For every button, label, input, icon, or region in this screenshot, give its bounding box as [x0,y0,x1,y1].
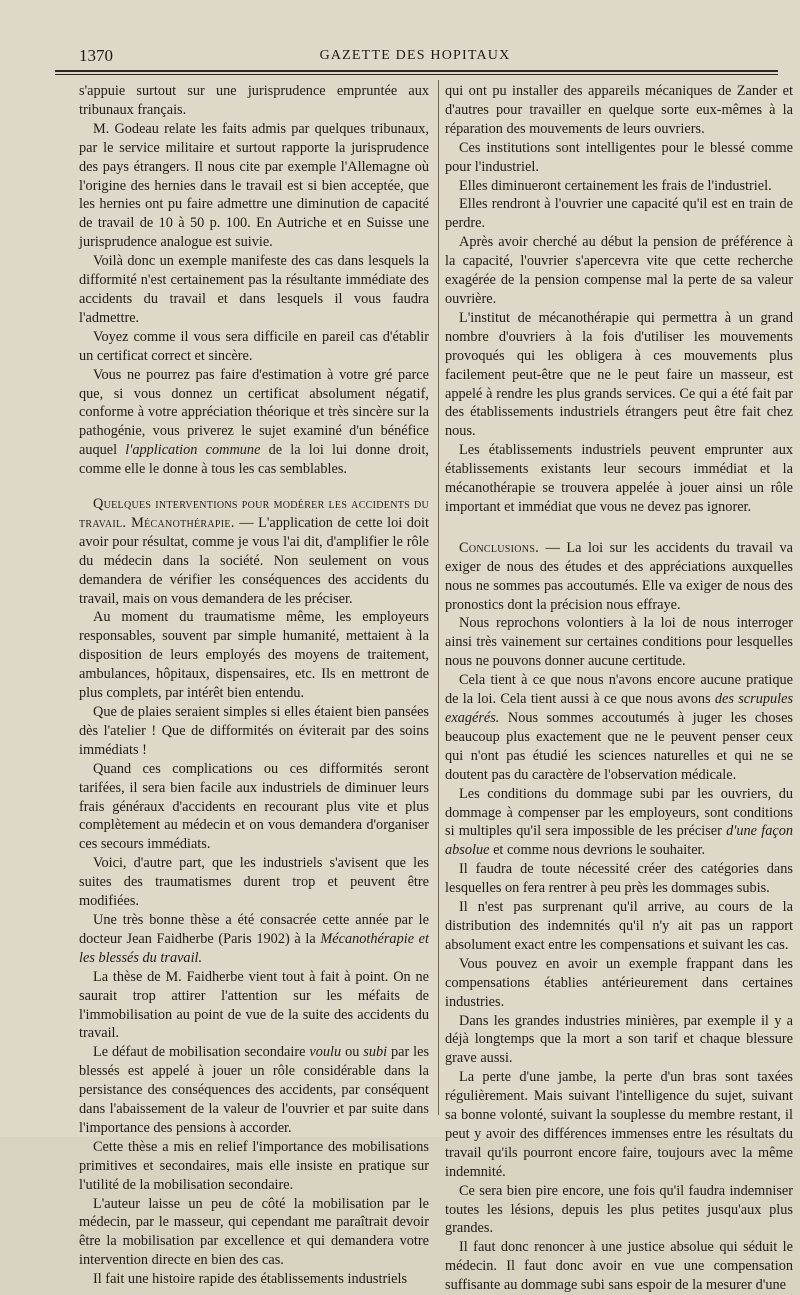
right-column [445,82,793,1295]
paragraph: Que de plaies seraient simples si elles étaient bien pansées dès l'atelier ! Que de difformités on éviterait par des soins immédiats ! [79,704,429,758]
paragraph: s'appuie surtout sur une jurisprudence empruntée aux tribunaux français. [79,83,429,118]
column-divider [438,80,439,1115]
paragraph: Ces institutions sont intelligentes pour le blessé comme pour l'industriel. [445,139,793,175]
paragraph: Les établissements industriels peuvent emprunter aux établissements existants leur secours immédiat et la mécanothérapie se trouvera appelée à jouer ainsi un rôle important et immédiat que vous ne devez pas ignorer. [445,442,793,515]
paragraph: Cette thèse a mis en relief l'importance des mobilisations primitives et secondaires, mais elle insiste en pratique sur l'utilité de la mobilisation secondaire. [79,1138,429,1193]
left-column [79,82,429,1289]
paragraph: La thèse de M. Faidherbe vient tout à fait à point. On ne saurait trop attirer l'attention sur les méfaits de l'immobilisation au point de vue de la suite des accidents du travail. [79,968,429,1042]
section-heading: Conclusions. [459,539,540,556]
header-rule-thin [55,74,778,75]
paragraph: Quand ces complications ou ces difformités seront tarifées, il sera bien facile aux industriels de diminuer leurs frais généraux d'accidents en recourant plus vite et plus complètement au médecin et on vous demandera d'organiser ces secours immédiats. [79,760,429,853]
italic-phrase: l'application commune [125,442,261,459]
paragraph: Le défaut de mobilisation secondaire voulu ou subi par les blessés est appelé à jouer un rôle considérable dans la persistance des conséquences des accidents, par conséquent dans l'abaissement de la valeur de l'ouvrier et par suite dans l'importance des pensions à accorder. [79,1044,430,1136]
paragraph: Après avoir cherché au début la pension de préférence à la capacité, l'ouvrier s'apercevra vite que cette recherche exagérée de la pension compense mal la perte de sa valeur ouvrière. [445,234,793,307]
paragraph: L'institut de mécanothérapie qui permettra à un grand nombre d'ouvriers à la fois d'utiliser les mouvements provoqués qui les obligera à ces mouvements plus facilement peut-être que ne le peut faire un masseur, est appelé à rendre les plus grands services. Ce qui a été fait par des établissements industriels étrangers peut être fait chez nous. [445,309,793,440]
journal-title: GAZETTE DES HOPITAUX [319,48,511,63]
paragraph: L'auteur laisse un peu de côté la mobilisation par le médecin, par le masseur, qui cependant me paraîtrait devoir être la mobilisation par excellence et qui demandera votre intervention directe en bien des cas. [79,1195,429,1269]
paragraph: Une très bonne thèse a été consacrée cette année par le docteur Jean Faidherbe (Paris 1902) à la Mécanothérapie et les blessés du travail. [79,911,429,966]
paragraph: Au moment du traumatisme même, les employeurs responsables, souvent par simple humanité, mettaient à la disposition de leurs employés des moyens de traitement, ambulances, hôpitaux, dispensaires, etc. Ils en mettront de plus complets, par intérêt bien entendu. [79,609,429,702]
paragraph: Les conditions du dommage subi par les ouvriers, du dommage à compenser par les employeurs, sont conditions si multiples qu'il sera impossible de les préciser d'une façon absolue et comme nous devrions le souhaiter. [445,785,793,859]
paragraph: Cela tient à ce que nous n'avons encore aucune pratique de la loi. Cela tient aussi à ce que nous avons des scrupules exagérés. Nous sommes accoutumés à juger les choses beaucoup plus exactement que ne le peuvent penser ceux qui n'ont pas étudié les sciences naturelles et qui ne se doutent pas du caractère de l'observation médicale. [445,672,794,783]
paragraph: Voyez comme il vous sera difficile en pareil cas d'établir un certificat correct et sincère. [79,328,429,364]
page-number: 1370 [79,46,113,65]
paragraph: Nous reprochons volontiers à la loi de nous interroger ainsi très vainement sur certaines conditions pour lesquelles nous ne pouvons donner aucune certitude. [445,615,793,670]
section-heading: Quelques interventions pour modérer les accidents du travail. Mécanothérapie. [79,496,429,531]
paragraph: Il faudra de toute nécessité créer des catégories dans lesquelles on fera rentrer à peu près les dommages subis. [445,861,793,897]
paragraph: Il n'est pas surprenant qu'il arrive, au cours de la distribution des indemnités qu'il n'y ait pas un rapport absolument exact entre les compensations et suivant les cas. [445,899,793,953]
paragraph: Voici, d'autre part, que les industriels s'avisent que les suites des traumatismes durent trop et peuvent être modifiées. [79,855,429,910]
thesis-title: Mécanothérapie et les blessés du travail. [79,930,429,966]
paragraph: Vous ne pourrez pas faire d'estimation à votre gré parce que, si vous donnez un certificat absolument négatif, conforme à votre appréciation théorique et très sincère sur la pathogénie, vous priverez le sujet examiné d'un bénéfice auquel l'application commune de la loi lui donne droit, comme elle le donne à tous les cas semblables. [79,366,430,478]
paragraph: Elles rendront à l'ouvrier une capacité qu'il est en train de perdre. [445,196,793,232]
paragraph: La perte d'une jambe, la perte d'un bras sont taxées régulièrement. Mais suivant l'intelligence du sujet, suivant sa bonne volonté, suivant la souplesse du membre restant, il peut y avoir des différences immenses entre les résultats du travail qu'ils pourront encore faire, toujours avec la même indemnité. [445,1069,793,1180]
paragraph: Voilà donc un exemple manifeste des cas dans lesquels la difformité n'est certainement pas la résultante immédiate des accidents du travail et dans lesquels il vous faudra l'admettre. [79,253,429,326]
paragraph: Il faut donc renoncer à une justice absolue qui séduit le médecin. Il faut donc avoir en vue une compensation suffisante au dommage subi sans espoir de la mesurer d'une [445,1239,793,1294]
paragraph: Elles diminueront certainement les frais de l'industriel. [459,177,772,194]
paragraph: Vous pouvez en avoir un exemple frappant dans les compensations établies antérieurement dans certaines industries. [445,955,793,1010]
header-rule-thick [55,70,778,72]
page-header [55,44,775,70]
paragraph: Il fait une histoire rapide des établissements industriels [93,1271,408,1288]
paragraph: qui ont pu installer des appareils mécaniques de Zander et d'autres pour travailler en quelque sorte eux-mêmes à la réparation des mouvements de leurs ouvriers. [445,83,793,137]
paragraph: Dans les grandes industries minières, par exemple il y a déjà longtemps que la mort a son tarif et chaque blessure grave aussi. [445,1012,793,1067]
section-mecanotherapie: Quelques interventions pour modérer les accidents du travail. Mécanothérapie. — L'application de cette loi doit avoir pour résultat, comme je vous l'ai dit, d'amplifier le rôle du médecin dans la société. Non seulement on vous demandera de vérifier les conséquences des accidents du travail, mais on vous demandera de les préciser. [79,496,429,607]
section-conclusions: Conclusions. — La loi sur les accidents du travail va exiger de nous des études et des appréciations auxquelles nous ne sommes pas accoutumés. Elle va exiger de nous des pronostics dont la précision nous effraye. [445,539,793,613]
paragraph: Ce sera bien pire encore, une fois qu'il faudra indemniser toutes les lésions, depuis les plus petites jusqu'aux plus grandes. [445,1182,793,1237]
paragraph: M. Godeau relate les faits admis par quelques tribunaux, par le service militaire et surtout rapporte la jurisprudence des pays étrangers. Il nous cite par exemple l'Allemagne où l'origine des hernies dans le travail est si bien acceptée, que les hernies ont pu faire admettre une diminution de capacité de travail de 10 à 50 p. 100. En Autriche et en Suisse une jurisprudence analogue est suivie. [79,120,429,251]
